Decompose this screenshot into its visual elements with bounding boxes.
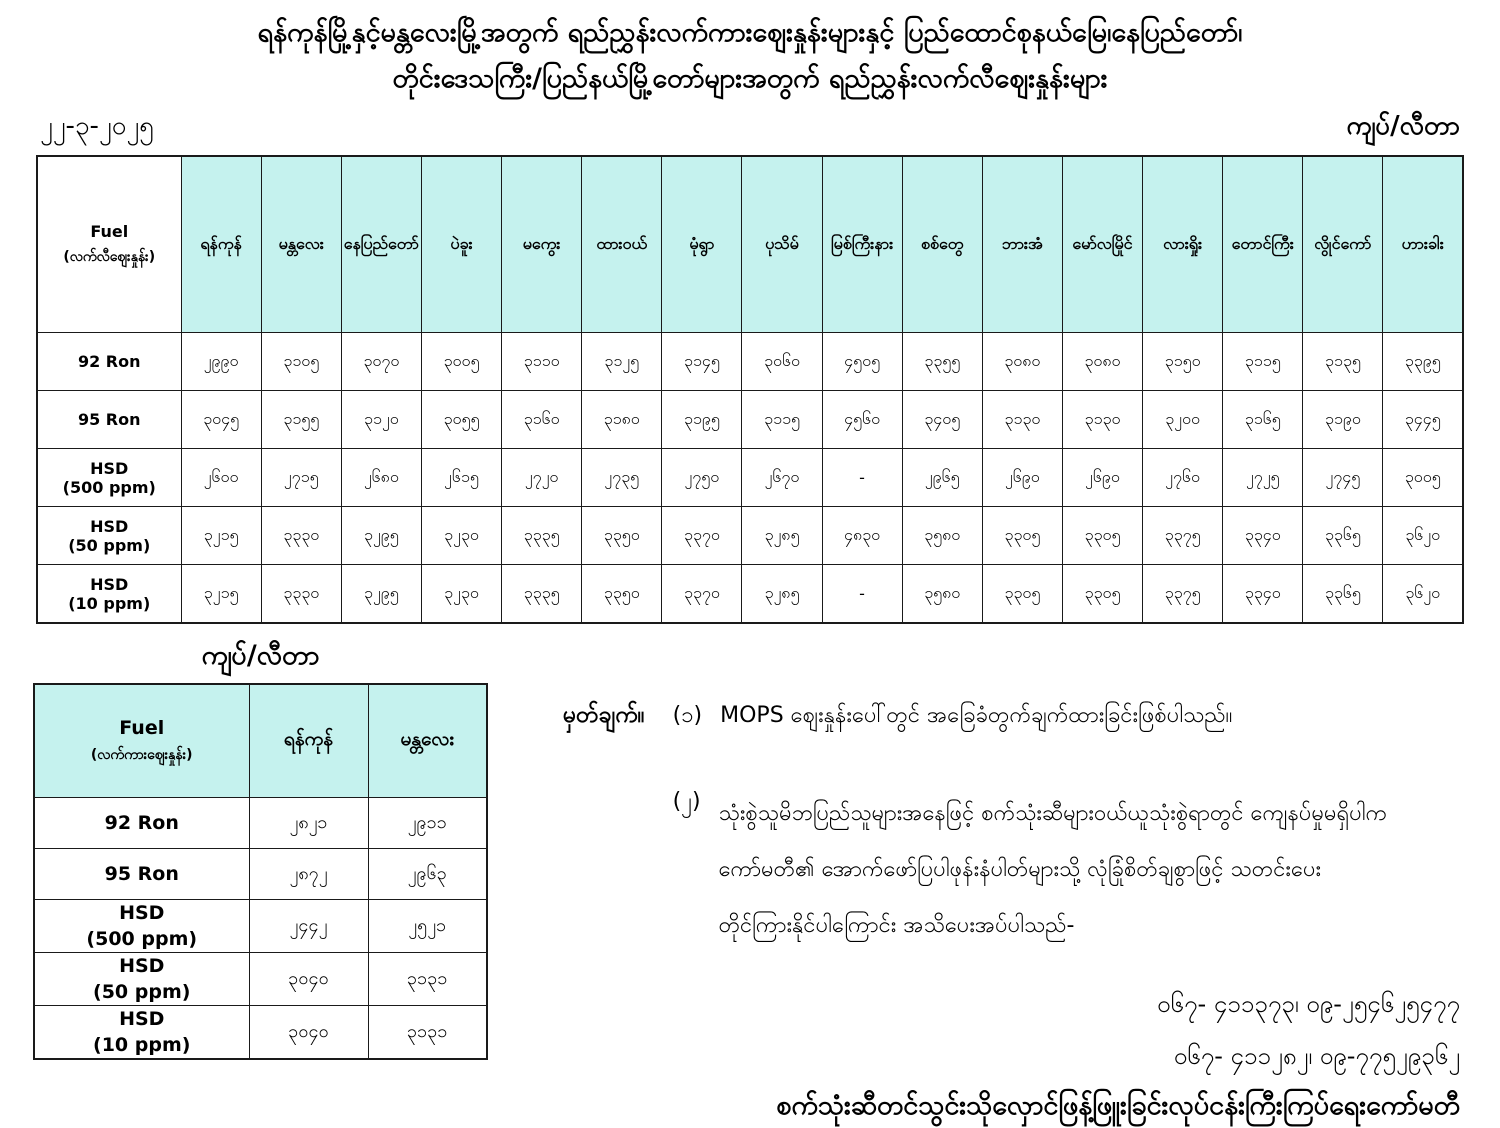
fuel-row-label-5: HSD (10 ppm)	[37, 565, 181, 624]
price-cell-4-9: ၄၈၃၀	[822, 507, 902, 565]
header-row	[37, 156, 1463, 333]
price-cell-5-15: ၃၃၆၅	[1303, 565, 1383, 624]
price-cell-5-1: ၃၀၄၀	[249, 1006, 368, 1060]
wholesale-unit-label: ကျပ်/လီတာ	[201, 640, 320, 671]
price-cell-1-8: ၃၀၆၀	[742, 333, 822, 391]
price-cell-5-10: ၃၅၈၀	[902, 565, 982, 624]
city-header-13: လားရှိုး	[1143, 156, 1223, 333]
price-cell-4-2: ၃၃၃၀	[261, 507, 341, 565]
city-header-7: မုံရွာ	[662, 156, 742, 333]
note-2-text	[719, 786, 1388, 954]
note-1	[563, 700, 1460, 734]
fuel-row-label-2: 95 Ron	[37, 391, 181, 449]
price-cell-2-5: ၃၁၆၀	[502, 391, 582, 449]
price-cell-2-11: ၃၁၃၀	[982, 391, 1062, 449]
price-cell-1-5: ၃၁၁၀	[502, 333, 582, 391]
city-header-8: ပုသိမ်	[742, 156, 822, 333]
wholesale-price-table	[33, 683, 488, 1060]
city-header-6: ထားဝယ်	[582, 156, 662, 333]
phone-line-2: ၀၆၇- ၄၁၁၂၈၂၊ ၀၉-၇၇၅၂၉၃၆၂	[1173, 1042, 1460, 1070]
document-title	[0, 10, 1500, 102]
price-cell-4-8: ၃၂၈၅	[742, 507, 822, 565]
city-header-2: မန္တလေး	[368, 684, 487, 798]
price-cell-3-14: ၂၇၂၅	[1223, 449, 1303, 507]
meta-row	[40, 108, 1460, 147]
price-cell-5-2: ၃၁၃၁	[368, 1006, 487, 1060]
price-cell-5-3: ၃၂၉၅	[341, 565, 421, 624]
price-cell-4-1: ၃၂၁၅	[181, 507, 261, 565]
price-cell-3-4: ၂၆၁၅	[421, 449, 501, 507]
price-cell-3-3: ၂၆၈၀	[341, 449, 421, 507]
city-header-3: နေပြည်တော်	[341, 156, 421, 333]
price-cell-3-16: ၃၀၀၅	[1383, 449, 1463, 507]
price-cell-5-13: ၃၃၇၅	[1143, 565, 1223, 624]
price-cell-3-10: ၂၉၆၅	[902, 449, 982, 507]
price-cell-4-1: ၃၀၄၀	[249, 953, 368, 1006]
report-date: ၂၂-၃-၂၀၂၅	[40, 111, 154, 141]
price-cell-2-12: ၃၁၃၀	[1062, 391, 1142, 449]
price-cell-2-1: ၂၈၇၂	[249, 849, 368, 900]
price-cell-4-15: ၃၃၆၅	[1303, 507, 1383, 565]
price-cell-1-7: ၃၁၄၅	[662, 333, 742, 391]
price-cell-4-5: ၃၃၃၅	[502, 507, 582, 565]
city-header-2: မန္တလေး	[261, 156, 341, 333]
price-cell-4-3: ၃၂၉၅	[341, 507, 421, 565]
city-header-11: ဘားအံ	[982, 156, 1062, 333]
phone-line-1: ၀၆၇- ၄၁၁၃၇၃၊ ၀၉-၂၅၄၆၂၅၄၇၇	[1157, 990, 1460, 1018]
price-cell-1-10: ၃၃၅၅	[902, 333, 982, 391]
price-cell-5-1: ၃၂၁၅	[181, 565, 261, 624]
price-cell-4-16: ၃၆၂၀	[1383, 507, 1463, 565]
note-2-line-2: ကော်မတီ၏ အောက်ဖော်ပြပါဖုန်းနံပါတ်များသို့ လုံခြုံစိတ်ချစွာဖြင့် သတင်းပေး	[718, 857, 1322, 882]
city-header-4: ပဲခူး	[421, 156, 501, 333]
price-cell-2-2: ၂၉၆၃	[368, 849, 487, 900]
price-cell-2-14: ၃၁၆၅	[1223, 391, 1303, 449]
price-cell-4-11: ၃၃၀၅	[982, 507, 1062, 565]
price-row-2	[34, 849, 487, 900]
phone-numbers	[563, 978, 1460, 1082]
title-line-1: ရန်ကုန်မြို့နှင့်မန္တလေးမြို့အတွက် ရည်ညွှန်းလက်ကားဈေးနှုန်းများနှင့် ပြည်ထောင်စုနယ်မြေ၊နေပြည်တော်၊	[257, 17, 1243, 48]
price-cell-3-12: ၂၆၉၀	[1062, 449, 1142, 507]
price-cell-1-9: ၄၅၀၅	[822, 333, 902, 391]
price-row-4	[34, 953, 487, 1006]
price-cell-2-9: ၄၅၆၀	[822, 391, 902, 449]
price-cell-2-13: ၃၂၀၀	[1143, 391, 1223, 449]
city-header-15: လွိုင်ကော်	[1303, 156, 1383, 333]
note-2-line-1: သုံးစွဲသူမိဘပြည်သူများအနေဖြင့် စက်သုံးဆီများဝယ်ယူသုံးစွဲရာတွင် ကျေနပ်မှုမရှိပါက	[718, 801, 1388, 826]
committee-name: စက်သုံးဆီတင်သွင်းသိုလှောင်ဖြန့်ဖြူးခြင်းလုပ်ငန်းကြီးကြပ်ရေးကော်မတီ	[776, 1090, 1460, 1121]
price-cell-2-3: ၃၁၂၀	[341, 391, 421, 449]
fuel-row-label-2: 95 Ron	[34, 849, 249, 900]
price-cell-1-13: ၃၁၅၀	[1143, 333, 1223, 391]
title-line-2: တိုင်းဒေသကြီး/ပြည်နယ်မြို့တော်များအတွက် ရည်ညွှန်းလက်လီဈေးနှုန်းများ	[392, 63, 1108, 94]
fuel-row-label-4: HSD (50 ppm)	[37, 507, 181, 565]
price-cell-5-8: ၃၂၈၅	[742, 565, 822, 624]
price-cell-3-15: ၂၇၄၅	[1303, 449, 1383, 507]
notes-section	[563, 700, 1460, 1128]
price-cell-4-4: ၃၂၃၀	[421, 507, 501, 565]
price-cell-5-12: ၃၃၀၅	[1062, 565, 1142, 624]
price-row-1	[34, 798, 487, 849]
price-cell-1-3: ၃၀၇၀	[341, 333, 421, 391]
price-cell-5-4: ၃၂၃၀	[421, 565, 501, 624]
price-cell-2-10: ၃၄၀၅	[902, 391, 982, 449]
price-cell-3-2: ၂၇၁၅	[261, 449, 341, 507]
price-cell-1-11: ၃၀၈၀	[982, 333, 1062, 391]
note-1-number: (၁)	[672, 703, 703, 728]
city-header-1: ရန်ကုန်	[181, 156, 261, 333]
price-cell-3-9: -	[822, 449, 902, 507]
price-cell-1-2: ၂၉၁၁	[368, 798, 487, 849]
price-cell-2-16: ၃၄၄၅	[1383, 391, 1463, 449]
note-1-text: MOPS ဈေးနှုန်းပေါ်တွင် အခြေခံတွက်ချက်ထားခြင်းဖြစ်ပါသည်။	[720, 703, 1233, 728]
note-2-line-3: တိုင်ကြားနိုင်ပါကြောင်း အသိပေးအပ်ပါသည်-	[718, 913, 1075, 938]
price-cell-5-5: ၃၃၃၅	[502, 565, 582, 624]
price-cell-4-7: ၃၃၇၀	[662, 507, 742, 565]
header-row	[34, 684, 487, 798]
price-cell-1-1: ၂၉၉၀	[181, 333, 261, 391]
fuel-row-label-4: HSD (50 ppm)	[34, 953, 249, 1006]
price-cell-1-12: ၃၀၈၀	[1062, 333, 1142, 391]
price-cell-1-15: ၃၁၃၅	[1303, 333, 1383, 391]
price-cell-4-2: ၃၁၃၁	[368, 953, 487, 1006]
fuel-row-label-3: HSD (500 ppm)	[34, 900, 249, 953]
city-header-12: မော်လမြိုင်	[1062, 156, 1142, 333]
price-cell-1-2: ၃၁၀၅	[261, 333, 341, 391]
price-cell-3-6: ၂၇၃၅	[582, 449, 662, 507]
price-cell-2-7: ၃၁၉၅	[662, 391, 742, 449]
price-cell-4-14: ၃၃၄၀	[1223, 507, 1303, 565]
fuel-row-label-1: 92 Ron	[37, 333, 181, 391]
city-header-10: စစ်တွေ	[902, 156, 982, 333]
price-row-5	[34, 1006, 487, 1060]
note-2	[563, 786, 1460, 954]
city-header-9: မြစ်ကြီးနား	[822, 156, 902, 333]
city-header-16: ဟားခါး	[1383, 156, 1463, 333]
price-cell-4-6: ၃၃၅၀	[582, 507, 662, 565]
fuel-row-label-3: HSD (500 ppm)	[37, 449, 181, 507]
note-2-number: (၂)	[672, 789, 701, 814]
price-cell-3-7: ၂၇၅၀	[662, 449, 742, 507]
price-row-4	[37, 507, 1463, 565]
price-cell-2-6: ၃၁၈၀	[582, 391, 662, 449]
price-cell-3-5: ၂၇၂၀	[502, 449, 582, 507]
price-cell-4-12: ၃၃၀၅	[1062, 507, 1142, 565]
price-cell-3-8: ၂၆၇၀	[742, 449, 822, 507]
city-header-14: တောင်ကြီး	[1223, 156, 1303, 333]
price-cell-4-13: ၃၃၇၅	[1143, 507, 1223, 565]
price-row-1	[37, 333, 1463, 391]
city-header-5: မကွေး	[502, 156, 582, 333]
price-cell-2-15: ၃၁၉၀	[1303, 391, 1383, 449]
price-cell-5-2: ၃၃၃၀	[261, 565, 341, 624]
price-cell-5-9: -	[822, 565, 902, 624]
price-row-3	[34, 900, 487, 953]
notes-label: မှတ်ချက်။	[563, 702, 645, 728]
price-row-2	[37, 391, 1463, 449]
price-cell-5-16: ၃၆၂၀	[1383, 565, 1463, 624]
price-cell-5-11: ၃၃၀၅	[982, 565, 1062, 624]
price-row-3	[37, 449, 1463, 507]
price-row-5	[37, 565, 1463, 624]
price-cell-2-1: ၃၀၄၅	[181, 391, 261, 449]
price-cell-1-1: ၂၈၂၁	[249, 798, 368, 849]
price-cell-1-6: ၃၁၂၅	[582, 333, 662, 391]
price-cell-1-4: ၃၀၀၅	[421, 333, 501, 391]
price-cell-3-11: ၂၆၉၀	[982, 449, 1062, 507]
price-cell-4-10: ၃၅၈၀	[902, 507, 982, 565]
price-cell-2-4: ၃၀၅၅	[421, 391, 501, 449]
price-cell-3-2: ၂၅၂၁	[368, 900, 487, 953]
price-cell-2-2: ၃၁၅၅	[261, 391, 341, 449]
price-cell-5-14: ၃၃၄၀	[1223, 565, 1303, 624]
fuel-column-header: Fuel (လက်လီဈေးနှုန်း)	[37, 156, 181, 333]
price-cell-3-13: ၂၇၆၀	[1143, 449, 1223, 507]
price-cell-1-14: ၃၁၁၅	[1223, 333, 1303, 391]
price-cell-3-1: ၂၄၄၂	[249, 900, 368, 953]
retail-price-table	[36, 155, 1464, 624]
price-cell-3-1: ၂၆၀၀	[181, 449, 261, 507]
city-header-1: ရန်ကုန်	[249, 684, 368, 798]
retail-unit-label: ကျပ်/လီတာ	[1346, 111, 1460, 141]
fuel-row-label-1: 92 Ron	[34, 798, 249, 849]
price-cell-2-8: ၃၁၁၅	[742, 391, 822, 449]
price-cell-5-7: ၃၃၇၀	[662, 565, 742, 624]
price-cell-5-6: ၃၃၅၀	[582, 565, 662, 624]
fuel-row-label-5: HSD (10 ppm)	[34, 1006, 249, 1060]
price-cell-1-16: ၃၃၉၅	[1383, 333, 1463, 391]
fuel-column-header: Fuel (လက်ကားဈေးနှုန်း)	[34, 684, 249, 798]
